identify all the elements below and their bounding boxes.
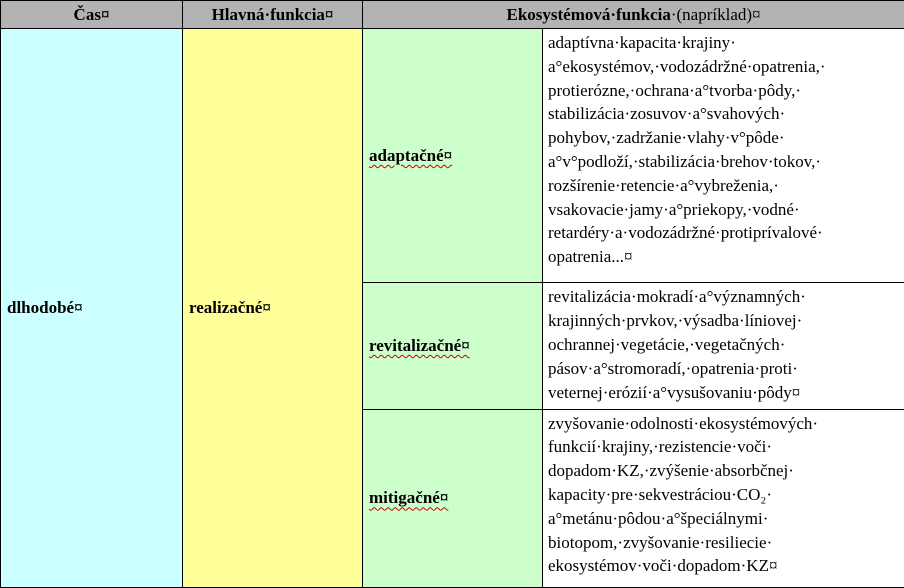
- description-line: a°ekosystémov,·vodozádržné·opatrenia,·: [548, 56, 826, 76]
- description-line: kapacity·pre·sekvestráciou·CO₂·: [548, 485, 772, 505]
- table-row: [1, 29, 904, 283]
- description-line: rozšírenie·retencie·a°vybreženia,·: [548, 175, 779, 195]
- category-label: adaptačné¤: [369, 145, 453, 165]
- main-function-cell: realizačné¤: [183, 29, 363, 588]
- description-line: a°v°podloží,·stabilizácia·brehov·tokov,·: [548, 152, 822, 172]
- description-cell-revitalization: [543, 283, 904, 409]
- header-eco-function-note: ·(napríklad)¤: [670, 4, 761, 24]
- description-line: pásov·a°stromoradí,·opatrenia·proti·: [548, 358, 798, 378]
- description-line: biotopom,·zvyšovanie·resiliecie·: [548, 532, 773, 552]
- description-line: zvyšovanie·odolnosti·ekosystémových·: [548, 413, 819, 433]
- description-line: protierózne,·ochrana·a°tvorba·pôdy,·: [548, 80, 802, 100]
- time-cell: dlhodobé¤: [1, 29, 183, 588]
- description-line: adaptívna·kapacita·krajiny·: [548, 33, 736, 53]
- category-label: revitalizačné¤: [369, 336, 470, 356]
- description-line: vsakovacie·jamy·a°priekopy,·vodné·: [548, 199, 800, 219]
- description-line: funkcií·krajiny,·rezistencie·voči·: [548, 437, 773, 457]
- category-cell-revitalization: [363, 283, 543, 409]
- header-main-function: Hlavná·funkcia¤: [183, 1, 363, 29]
- description-line: ochrannej·vegetácie,·vegetačných·: [548, 335, 786, 355]
- description-cell-adaptive: [543, 29, 904, 283]
- description-line: ekosystémov·voči·dopadom·KZ¤: [548, 556, 778, 576]
- category-cell-mitigation: [363, 409, 543, 587]
- description-line: krajinných·prvkov,·výsadba·líniovej·: [548, 311, 803, 331]
- description-line: stabilizácia·zosuvov·a°svahových·: [548, 104, 786, 124]
- header-eco-function: [363, 1, 904, 29]
- description-line: revitalizácia·mokradí·a°významných·: [548, 287, 806, 307]
- description-line: dopadom·KZ,·zvýšenie·absorbčnej·: [548, 461, 794, 481]
- description-line: veternej·erózií·a°vysušovaniu·pôdy¤: [548, 382, 801, 402]
- header-eco-function-label: Ekosystémová·funkcia: [506, 4, 671, 24]
- header-row: [1, 1, 904, 29]
- description-line: opatrenia...¤: [548, 247, 633, 267]
- header-time: Čas¤: [1, 1, 183, 29]
- description-line: retardéry·a·vodozádržné·protiprívalové·: [548, 223, 823, 243]
- category-label: mitigačné¤: [369, 488, 449, 508]
- description-line: pohybov,·zadržanie·vlahy·v°pôde·: [548, 128, 785, 148]
- description-cell-mitigation: [543, 409, 904, 587]
- category-cell-adaptive: [363, 29, 543, 283]
- description-line: a°metánu·pôdou·a°špeciálnymi·: [548, 508, 769, 528]
